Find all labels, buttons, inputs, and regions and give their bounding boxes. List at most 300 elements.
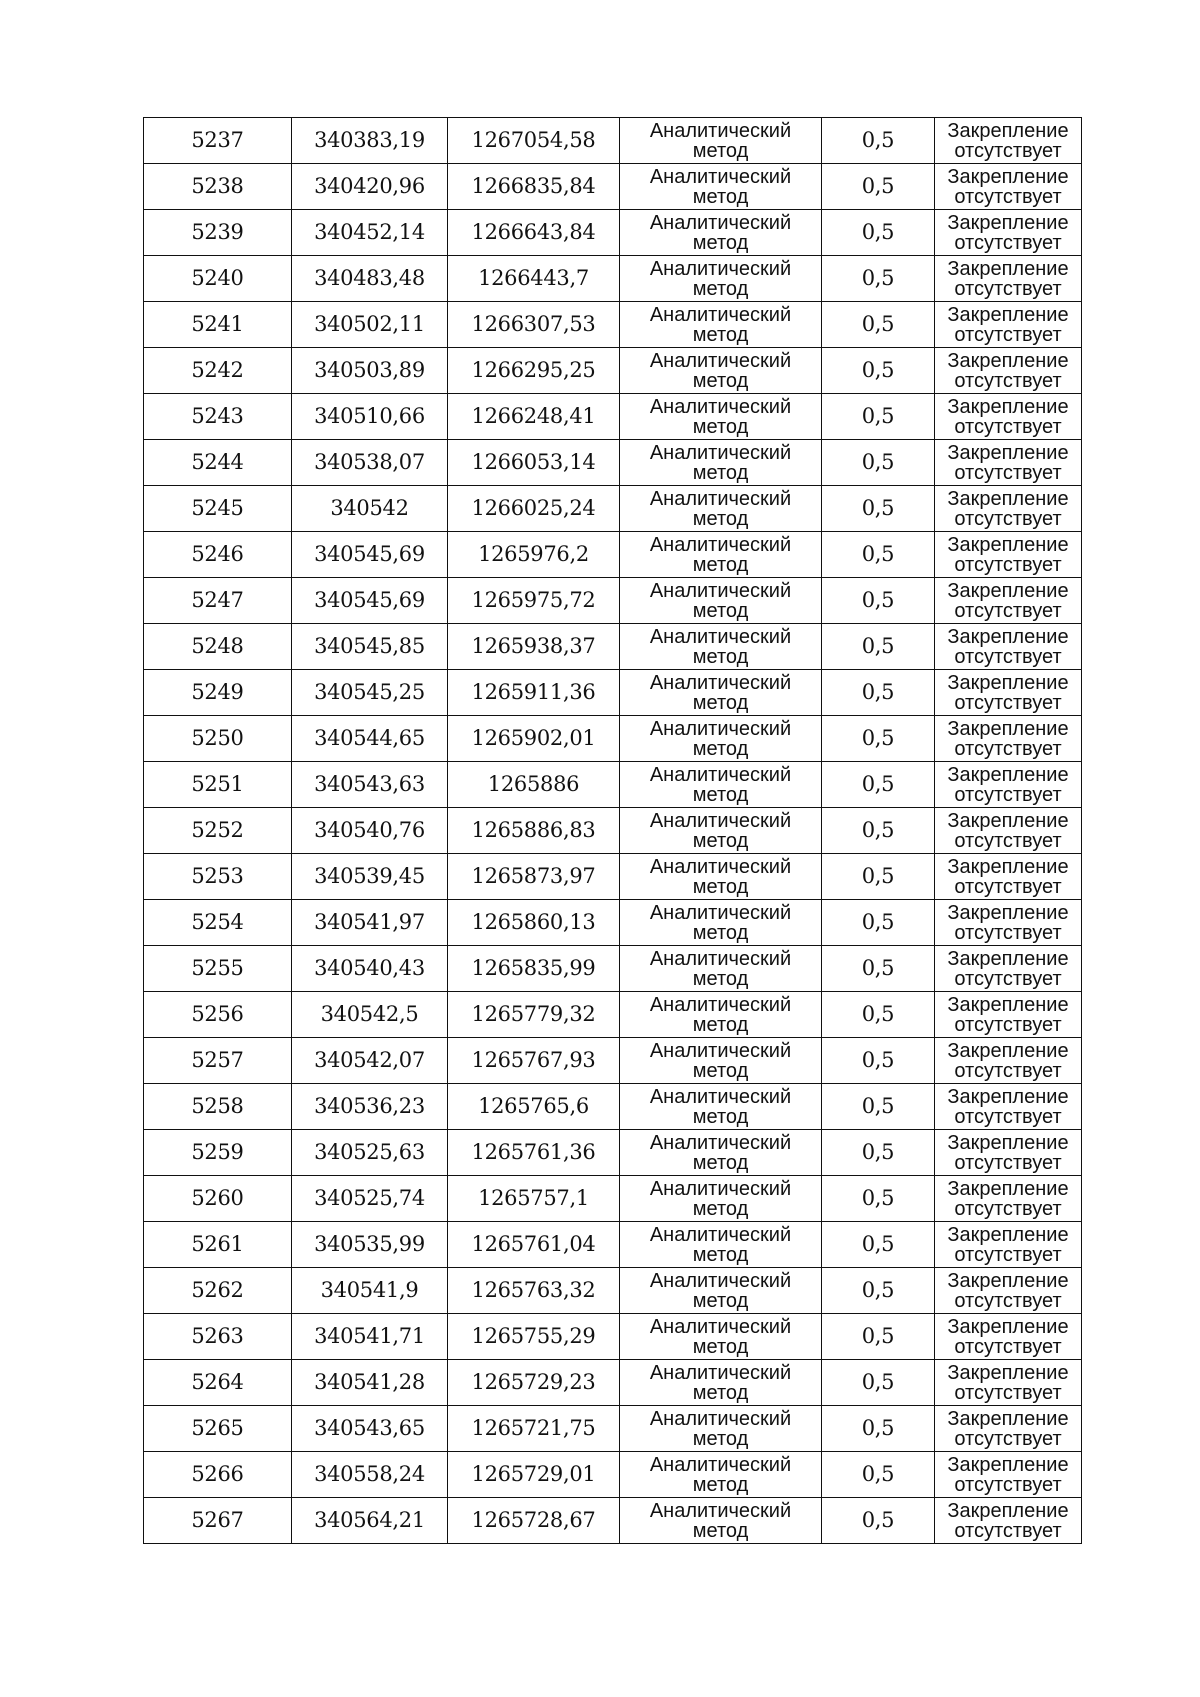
method-cell-line-2: метод: [692, 1335, 749, 1358]
table-row: [144, 1176, 1082, 1222]
method-cell-line-2: метод: [692, 829, 749, 852]
y-coordinate-cell: 1265729,23: [448, 1360, 620, 1406]
fixation-cell-line-1: Закрепление: [947, 1407, 1069, 1430]
point-number-cell: 5265: [144, 1406, 292, 1452]
table-row: [144, 1084, 1082, 1130]
accuracy-cell: 0,5: [822, 946, 935, 992]
method-cell: [620, 486, 822, 532]
fixation-cell-line-1: Закрепление: [947, 1177, 1069, 1200]
method-cell-line-1: Аналитический: [649, 533, 792, 556]
y-coordinate-cell: 1265976,2: [448, 532, 620, 578]
method-cell: [620, 1130, 822, 1176]
method-cell-line-2: метод: [692, 415, 749, 438]
point-number-cell: 5259: [144, 1130, 292, 1176]
table-row: [144, 532, 1082, 578]
table-row: [144, 854, 1082, 900]
fixation-cell-line-1: Закрепление: [947, 809, 1069, 832]
method-cell: [620, 900, 822, 946]
table-row: [144, 1268, 1082, 1314]
x-coordinate-cell: 340540,43: [292, 946, 448, 992]
method-cell-line-2: метод: [692, 737, 749, 760]
method-cell-line-1: Аналитический: [649, 487, 792, 510]
fixation-cell: [935, 854, 1082, 900]
method-cell: [620, 578, 822, 624]
accuracy-cell: 0,5: [822, 440, 935, 486]
method-cell-line-1: Аналитический: [649, 1269, 792, 1292]
fixation-cell-line-2: отсутствует: [954, 967, 1062, 990]
fixation-cell: [935, 808, 1082, 854]
table-row: [144, 808, 1082, 854]
point-number-cell: 5260: [144, 1176, 292, 1222]
method-cell: [620, 1314, 822, 1360]
point-number-cell: 5248: [144, 624, 292, 670]
fixation-cell: [935, 670, 1082, 716]
method-cell-line-1: Аналитический: [649, 1085, 792, 1108]
x-coordinate-cell: 340539,45: [292, 854, 448, 900]
point-number-cell: 5263: [144, 1314, 292, 1360]
coordinates-table-body: [144, 118, 1082, 1544]
fixation-cell-line-2: отсутствует: [954, 1381, 1062, 1404]
y-coordinate-cell: 1266835,84: [448, 164, 620, 210]
method-cell-line-1: Аналитический: [649, 1499, 792, 1522]
method-cell: [620, 808, 822, 854]
method-cell-line-2: метод: [692, 1151, 749, 1174]
fixation-cell-line-1: Закрепление: [947, 1269, 1069, 1292]
accuracy-cell: 0,5: [822, 210, 935, 256]
method-cell-line-2: метод: [692, 1013, 749, 1036]
method-cell: [620, 854, 822, 900]
accuracy-cell: 0,5: [822, 578, 935, 624]
table-row: [144, 348, 1082, 394]
fixation-cell-line-2: отсутствует: [954, 1197, 1062, 1220]
accuracy-cell: 0,5: [822, 256, 935, 302]
accuracy-cell: 0,5: [822, 1406, 935, 1452]
x-coordinate-cell: 340420,96: [292, 164, 448, 210]
x-coordinate-cell: 340541,97: [292, 900, 448, 946]
fixation-cell: [935, 440, 1082, 486]
point-number-cell: 5240: [144, 256, 292, 302]
fixation-cell-line-2: отсутствует: [954, 1059, 1062, 1082]
fixation-cell-line-2: отсутствует: [954, 415, 1062, 438]
fixation-cell-line-1: Закрепление: [947, 533, 1069, 556]
method-cell: [620, 624, 822, 670]
y-coordinate-cell: 1265755,29: [448, 1314, 620, 1360]
fixation-cell-line-1: Закрепление: [947, 395, 1069, 418]
table-row: [144, 762, 1082, 808]
method-cell: [620, 348, 822, 394]
fixation-cell-line-1: Закрепление: [947, 993, 1069, 1016]
y-coordinate-cell: 1265729,01: [448, 1452, 620, 1498]
method-cell-line-2: метод: [692, 231, 749, 254]
table-row: [144, 1406, 1082, 1452]
method-cell-line-2: метод: [692, 277, 749, 300]
accuracy-cell: 0,5: [822, 624, 935, 670]
fixation-cell-line-2: отсутствует: [954, 829, 1062, 852]
method-cell-line-2: метод: [692, 967, 749, 990]
y-coordinate-cell: 1265765,6: [448, 1084, 620, 1130]
fixation-cell-line-2: отсутствует: [954, 231, 1062, 254]
method-cell-line-1: Аналитический: [649, 1453, 792, 1476]
method-cell: [620, 532, 822, 578]
y-coordinate-cell: 1265779,32: [448, 992, 620, 1038]
method-cell-line-2: метод: [692, 185, 749, 208]
y-coordinate-cell: 1266295,25: [448, 348, 620, 394]
y-coordinate-cell: 1265728,67: [448, 1498, 620, 1544]
method-cell-line-2: метод: [692, 323, 749, 346]
fixation-cell-line-1: Закрепление: [947, 1499, 1069, 1522]
fixation-cell: [935, 578, 1082, 624]
accuracy-cell: 0,5: [822, 164, 935, 210]
accuracy-cell: 0,5: [822, 532, 935, 578]
y-coordinate-cell: 1265911,36: [448, 670, 620, 716]
x-coordinate-cell: 340542,5: [292, 992, 448, 1038]
y-coordinate-cell: 1265975,72: [448, 578, 620, 624]
x-coordinate-cell: 340545,69: [292, 578, 448, 624]
method-cell: [620, 1222, 822, 1268]
fixation-cell: [935, 302, 1082, 348]
accuracy-cell: 0,5: [822, 486, 935, 532]
fixation-cell: [935, 1360, 1082, 1406]
fixation-cell-line-1: Закрепление: [947, 1131, 1069, 1154]
accuracy-cell: 0,5: [822, 900, 935, 946]
fixation-cell-line-2: отсутствует: [954, 277, 1062, 300]
y-coordinate-cell: 1265938,37: [448, 624, 620, 670]
fixation-cell-line-2: отсутствует: [954, 461, 1062, 484]
fixation-cell-line-1: Закрепление: [947, 441, 1069, 464]
method-cell-line-1: Аналитический: [649, 993, 792, 1016]
method-cell-line-1: Аналитический: [649, 1131, 792, 1154]
method-cell-line-1: Аналитический: [649, 717, 792, 740]
method-cell-line-2: метод: [692, 645, 749, 668]
point-number-cell: 5237: [144, 118, 292, 164]
method-cell-line-1: Аналитический: [649, 1315, 792, 1338]
x-coordinate-cell: 340544,65: [292, 716, 448, 762]
point-number-cell: 5241: [144, 302, 292, 348]
fixation-cell-line-2: отсутствует: [954, 737, 1062, 760]
method-cell-line-2: метод: [692, 783, 749, 806]
accuracy-cell: 0,5: [822, 1084, 935, 1130]
point-number-cell: 5249: [144, 670, 292, 716]
method-cell-line-2: метод: [692, 1059, 749, 1082]
y-coordinate-cell: 1265886,83: [448, 808, 620, 854]
y-coordinate-cell: 1265886: [448, 762, 620, 808]
y-coordinate-cell: 1265767,93: [448, 1038, 620, 1084]
method-cell: [620, 670, 822, 716]
x-coordinate-cell: 340540,76: [292, 808, 448, 854]
method-cell: [620, 1406, 822, 1452]
table-row: [144, 578, 1082, 624]
fixation-cell: [935, 992, 1082, 1038]
fixation-cell-line-1: Закрепление: [947, 855, 1069, 878]
method-cell-line-2: метод: [692, 1519, 749, 1542]
method-cell: [620, 118, 822, 164]
fixation-cell-line-1: Закрепление: [947, 763, 1069, 786]
fixation-cell: [935, 1222, 1082, 1268]
method-cell-line-1: Аналитический: [649, 165, 792, 188]
method-cell: [620, 440, 822, 486]
method-cell-line-1: Аналитический: [649, 855, 792, 878]
method-cell-line-2: метод: [692, 921, 749, 944]
fixation-cell-line-2: отсутствует: [954, 599, 1062, 622]
method-cell-line-1: Аналитический: [649, 257, 792, 280]
fixation-cell: [935, 118, 1082, 164]
method-cell-line-2: метод: [692, 691, 749, 714]
fixation-cell-line-2: отсутствует: [954, 1427, 1062, 1450]
method-cell-line-1: Аналитический: [649, 901, 792, 924]
fixation-cell-line-1: Закрепление: [947, 257, 1069, 280]
fixation-cell-line-2: отсутствует: [954, 1289, 1062, 1312]
fixation-cell: [935, 1038, 1082, 1084]
accuracy-cell: 0,5: [822, 1452, 935, 1498]
point-number-cell: 5253: [144, 854, 292, 900]
fixation-cell-line-2: отсутствует: [954, 1013, 1062, 1036]
fixation-cell: [935, 1452, 1082, 1498]
method-cell: [620, 1452, 822, 1498]
method-cell: [620, 164, 822, 210]
table-row: [144, 118, 1082, 164]
x-coordinate-cell: 340483,48: [292, 256, 448, 302]
fixation-cell-line-2: отсутствует: [954, 1105, 1062, 1128]
point-number-cell: 5239: [144, 210, 292, 256]
fixation-cell: [935, 210, 1082, 256]
method-cell: [620, 1084, 822, 1130]
y-coordinate-cell: 1265873,97: [448, 854, 620, 900]
method-cell-line-1: Аналитический: [649, 1361, 792, 1384]
table-row: [144, 486, 1082, 532]
method-cell-line-2: метод: [692, 461, 749, 484]
fixation-cell-line-2: отсутствует: [954, 645, 1062, 668]
method-cell-line-1: Аналитический: [649, 1039, 792, 1062]
x-coordinate-cell: 340510,66: [292, 394, 448, 440]
fixation-cell-line-2: отсутствует: [954, 921, 1062, 944]
y-coordinate-cell: 1265761,36: [448, 1130, 620, 1176]
fixation-cell: [935, 1268, 1082, 1314]
fixation-cell: [935, 1406, 1082, 1452]
fixation-cell-line-2: отсутствует: [954, 507, 1062, 530]
table-row: [144, 716, 1082, 762]
method-cell-line-1: Аналитический: [649, 579, 792, 602]
table-row: [144, 164, 1082, 210]
fixation-cell-line-1: Закрепление: [947, 349, 1069, 372]
method-cell: [620, 1498, 822, 1544]
table-row: [144, 210, 1082, 256]
fixation-cell: [935, 394, 1082, 440]
x-coordinate-cell: 340538,07: [292, 440, 448, 486]
y-coordinate-cell: 1265902,01: [448, 716, 620, 762]
fixation-cell: [935, 1498, 1082, 1544]
method-cell-line-1: Аналитический: [649, 809, 792, 832]
fixation-cell-line-2: отсутствует: [954, 1151, 1062, 1174]
fixation-cell-line-2: отсутствует: [954, 553, 1062, 576]
fixation-cell-line-2: отсутствует: [954, 185, 1062, 208]
point-number-cell: 5258: [144, 1084, 292, 1130]
point-number-cell: 5256: [144, 992, 292, 1038]
fixation-cell: [935, 762, 1082, 808]
table-row: [144, 440, 1082, 486]
accuracy-cell: 0,5: [822, 670, 935, 716]
method-cell-line-1: Аналитический: [649, 671, 792, 694]
point-number-cell: 5255: [144, 946, 292, 992]
method-cell-line-2: метод: [692, 1473, 749, 1496]
x-coordinate-cell: 340525,63: [292, 1130, 448, 1176]
point-number-cell: 5244: [144, 440, 292, 486]
coordinates-table: [143, 117, 1082, 1544]
y-coordinate-cell: 1267054,58: [448, 118, 620, 164]
fixation-cell: [935, 1130, 1082, 1176]
y-coordinate-cell: 1265721,75: [448, 1406, 620, 1452]
accuracy-cell: 0,5: [822, 1268, 935, 1314]
fixation-cell-line-2: отсутствует: [954, 139, 1062, 162]
method-cell-line-1: Аналитический: [649, 625, 792, 648]
x-coordinate-cell: 340542,07: [292, 1038, 448, 1084]
fixation-cell-line-1: Закрепление: [947, 1453, 1069, 1476]
method-cell-line-1: Аналитический: [649, 441, 792, 464]
fixation-cell-line-1: Закрепление: [947, 1361, 1069, 1384]
method-cell: [620, 716, 822, 762]
table-row: [144, 1038, 1082, 1084]
fixation-cell-line-2: отсутствует: [954, 691, 1062, 714]
x-coordinate-cell: 340541,9: [292, 1268, 448, 1314]
method-cell: [620, 762, 822, 808]
point-number-cell: 5245: [144, 486, 292, 532]
x-coordinate-cell: 340541,71: [292, 1314, 448, 1360]
point-number-cell: 5242: [144, 348, 292, 394]
fixation-cell-line-1: Закрепление: [947, 119, 1069, 142]
fixation-cell-line-1: Закрепление: [947, 717, 1069, 740]
method-cell: [620, 946, 822, 992]
fixation-cell-line-2: отсутствует: [954, 875, 1062, 898]
y-coordinate-cell: 1266025,24: [448, 486, 620, 532]
accuracy-cell: 0,5: [822, 716, 935, 762]
accuracy-cell: 0,5: [822, 1176, 935, 1222]
accuracy-cell: 0,5: [822, 762, 935, 808]
x-coordinate-cell: 340541,28: [292, 1360, 448, 1406]
fixation-cell-line-1: Закрепление: [947, 211, 1069, 234]
point-number-cell: 5243: [144, 394, 292, 440]
fixation-cell: [935, 486, 1082, 532]
fixation-cell-line-1: Закрепление: [947, 947, 1069, 970]
fixation-cell-line-1: Закрепление: [947, 487, 1069, 510]
accuracy-cell: 0,5: [822, 1222, 935, 1268]
y-coordinate-cell: 1265860,13: [448, 900, 620, 946]
fixation-cell-line-1: Закрепление: [947, 671, 1069, 694]
x-coordinate-cell: 340536,23: [292, 1084, 448, 1130]
fixation-cell: [935, 624, 1082, 670]
accuracy-cell: 0,5: [822, 992, 935, 1038]
table-row: [144, 394, 1082, 440]
method-cell-line-1: Аналитический: [649, 303, 792, 326]
point-number-cell: 5261: [144, 1222, 292, 1268]
method-cell: [620, 302, 822, 348]
fixation-cell-line-2: отсутствует: [954, 1519, 1062, 1542]
method-cell: [620, 1176, 822, 1222]
point-number-cell: 5264: [144, 1360, 292, 1406]
x-coordinate-cell: 340564,21: [292, 1498, 448, 1544]
x-coordinate-cell: 340545,69: [292, 532, 448, 578]
method-cell-line-1: Аналитический: [649, 1407, 792, 1430]
x-coordinate-cell: 340503,89: [292, 348, 448, 394]
method-cell-line-2: метод: [692, 1381, 749, 1404]
method-cell-line-1: Аналитический: [649, 1177, 792, 1200]
fixation-cell-line-2: отсутствует: [954, 1335, 1062, 1358]
y-coordinate-cell: 1266643,84: [448, 210, 620, 256]
method-cell-line-2: метод: [692, 1105, 749, 1128]
point-number-cell: 5254: [144, 900, 292, 946]
fixation-cell-line-1: Закрепление: [947, 625, 1069, 648]
fixation-cell: [935, 716, 1082, 762]
accuracy-cell: 0,5: [822, 1038, 935, 1084]
accuracy-cell: 0,5: [822, 1498, 935, 1544]
point-number-cell: 5266: [144, 1452, 292, 1498]
table-row: [144, 1498, 1082, 1544]
accuracy-cell: 0,5: [822, 808, 935, 854]
fixation-cell-line-1: Закрепление: [947, 901, 1069, 924]
x-coordinate-cell: 340542: [292, 486, 448, 532]
method-cell-line-1: Аналитический: [649, 947, 792, 970]
method-cell-line-1: Аналитический: [649, 1223, 792, 1246]
accuracy-cell: 0,5: [822, 348, 935, 394]
method-cell-line-1: Аналитический: [649, 211, 792, 234]
table-row: [144, 992, 1082, 1038]
x-coordinate-cell: 340535,99: [292, 1222, 448, 1268]
accuracy-cell: 0,5: [822, 118, 935, 164]
method-cell-line-2: метод: [692, 1289, 749, 1312]
point-number-cell: 5238: [144, 164, 292, 210]
table-row: [144, 900, 1082, 946]
y-coordinate-cell: 1265763,32: [448, 1268, 620, 1314]
fixation-cell: [935, 164, 1082, 210]
method-cell-line-2: метод: [692, 553, 749, 576]
x-coordinate-cell: 340545,85: [292, 624, 448, 670]
method-cell: [620, 256, 822, 302]
fixation-cell-line-2: отсутствует: [954, 323, 1062, 346]
y-coordinate-cell: 1265757,1: [448, 1176, 620, 1222]
method-cell-line-2: метод: [692, 369, 749, 392]
table-row: [144, 1314, 1082, 1360]
fixation-cell: [935, 1314, 1082, 1360]
fixation-cell-line-1: Закрепление: [947, 1315, 1069, 1338]
table-row: [144, 256, 1082, 302]
y-coordinate-cell: 1266443,7: [448, 256, 620, 302]
method-cell: [620, 1038, 822, 1084]
accuracy-cell: 0,5: [822, 1130, 935, 1176]
fixation-cell: [935, 348, 1082, 394]
fixation-cell: [935, 256, 1082, 302]
accuracy-cell: 0,5: [822, 302, 935, 348]
fixation-cell-line-1: Закрепление: [947, 165, 1069, 188]
point-number-cell: 5250: [144, 716, 292, 762]
fixation-cell-line-1: Закрепление: [947, 579, 1069, 602]
fixation-cell-line-2: отсутствует: [954, 369, 1062, 392]
point-number-cell: 5252: [144, 808, 292, 854]
fixation-cell-line-1: Закрепление: [947, 1085, 1069, 1108]
table-row: [144, 1452, 1082, 1498]
fixation-cell-line-2: отсутствует: [954, 1473, 1062, 1496]
method-cell: [620, 992, 822, 1038]
fixation-cell-line-2: отсутствует: [954, 783, 1062, 806]
accuracy-cell: 0,5: [822, 1360, 935, 1406]
method-cell: [620, 394, 822, 440]
table-row: [144, 670, 1082, 716]
table-row: [144, 1360, 1082, 1406]
y-coordinate-cell: 1265761,04: [448, 1222, 620, 1268]
accuracy-cell: 0,5: [822, 1314, 935, 1360]
fixation-cell-line-1: Закрепление: [947, 1039, 1069, 1062]
fixation-cell-line-1: Закрепление: [947, 303, 1069, 326]
method-cell-line-2: метод: [692, 1243, 749, 1266]
method-cell-line-1: Аналитический: [649, 349, 792, 372]
table-row: [144, 946, 1082, 992]
